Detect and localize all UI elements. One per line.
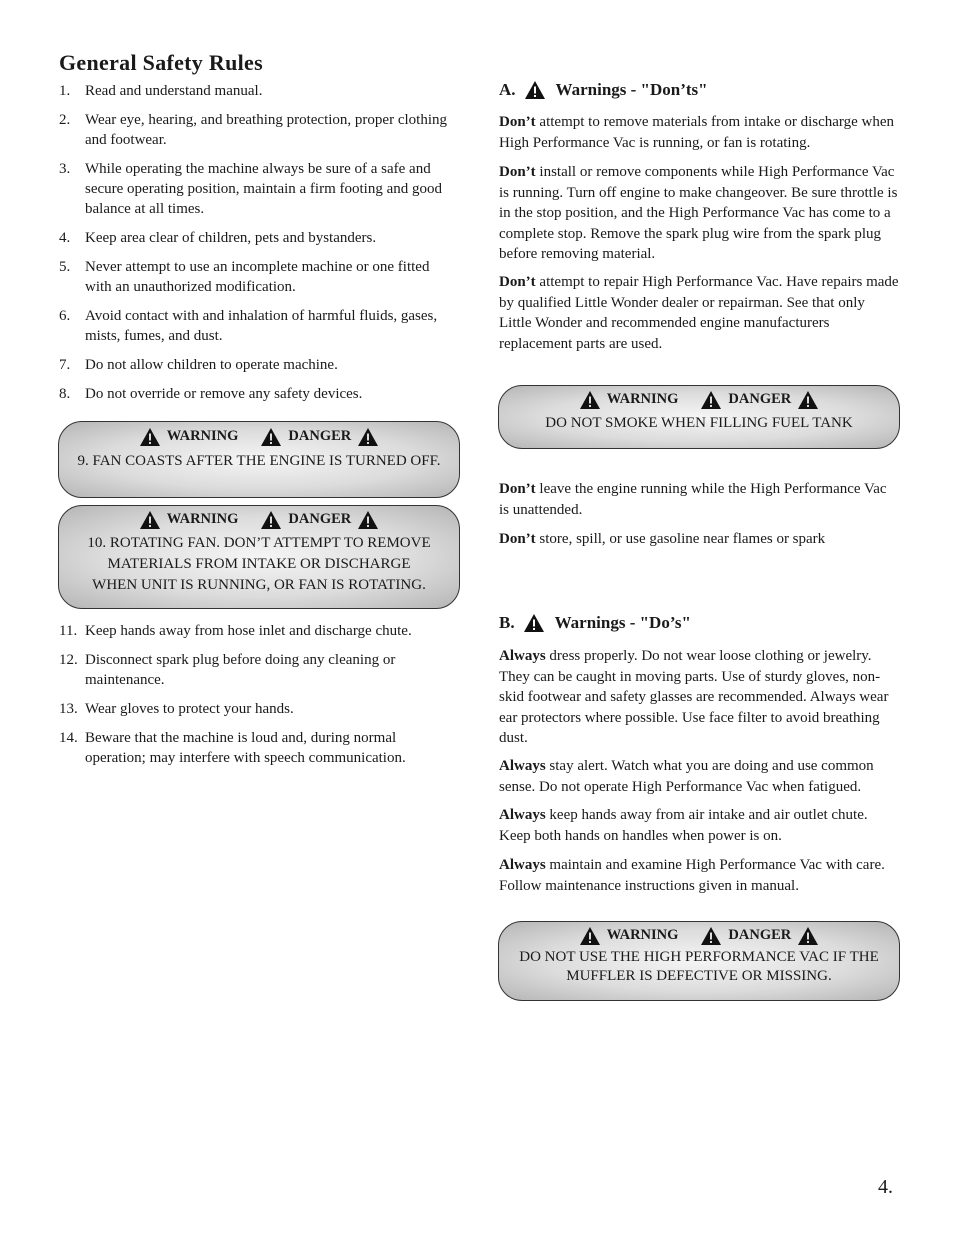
- warning-label: WARNING: [606, 391, 679, 407]
- page-number: 4.: [878, 1176, 893, 1198]
- list-item: 4. Keep area clear of children, pets and bystanders.: [59, 230, 377, 246]
- warning-text-line-1: 10. ROTATING FAN. DON’T ATTEMPT TO REMOVE: [87, 535, 431, 551]
- list-item: 8. Do not override or remove any safety devices.: [59, 386, 363, 402]
- list-item: 5. Never attempt to use an incomplete machine or one fitted with an unauthorized modification.: [59, 259, 430, 295]
- warning-triangle-icon: [579, 390, 601, 410]
- danger-label: DANGER: [288, 511, 352, 527]
- list-item: 14. Beware that the machine is loud and, during normal operation; may interfere with speech communication.: [59, 730, 406, 766]
- warning-triangle-icon: [357, 510, 379, 530]
- warning-label: WARNING: [166, 511, 239, 527]
- warning-triangle-icon: [260, 427, 282, 447]
- section-b-heading: B. Warnings - "Do’s": [499, 613, 691, 632]
- danger-label: DANGER: [728, 391, 792, 407]
- warning-triangle-icon: [357, 427, 379, 447]
- list-item: 3. While operating the machine always be sure of a safe and secure operating position, maintain a firm footing and good balance at all times.: [59, 161, 442, 217]
- safety-rules-list-2: [59, 621, 459, 777]
- warning-text-line-1: DO NOT USE THE HIGH PERFORMANCE VAC IF THE: [519, 949, 879, 965]
- dont-paragraph: Don’t leave the engine running while the High Performance Vac is unattended.: [499, 481, 887, 518]
- list-item: 6. Avoid contact with and inhalation of harmful fluids, gases, mists, fumes, and dust.: [59, 308, 438, 344]
- do-paragraph: Always dress properly. Do not wear loose clothing or jewelry. They can be caught in moving parts. Use of sturdy gloves, non-skid footwear and safety glasses are recommended. Always wear ear protectors where possible. Use face filter to avoid breathing dust.: [499, 648, 889, 746]
- list-item: 11. Keep hands away from hose inlet and discharge chute.: [59, 623, 412, 639]
- list-item: 7. Do not allow children to operate machine.: [59, 357, 338, 373]
- safety-rules-list-1: [59, 81, 459, 413]
- list-item: 12. Disconnect spark plug before doing any cleaning or maintenance.: [59, 652, 396, 688]
- warning-triangle-icon: [260, 510, 282, 530]
- list-item: 2. Wear eye, hearing, and breathing protection, proper clothing and footwear.: [59, 112, 447, 148]
- warning-box-muffler: [498, 921, 900, 1001]
- warning-text-line-2: MATERIALS FROM INTAKE OR DISCHARGE: [107, 556, 411, 572]
- warning-triangle-icon: [797, 390, 819, 410]
- warning-label: WARNING: [606, 927, 679, 943]
- dont-paragraph: Don’t attempt to repair High Performance Vac. Have repairs made by qualified Little Wonder dealer or repairman. See that only Little Wonder and recommended engine manufacturers replacement parts are used.: [499, 274, 899, 352]
- list-item: 13. Wear gloves to protect your hands.: [59, 701, 294, 717]
- warning-triangle-icon: [524, 80, 546, 100]
- section-a-heading: A. Warnings - "Don’ts": [499, 80, 708, 99]
- warning-triangle-icon: [139, 427, 161, 447]
- warning-triangle-icon: [700, 390, 722, 410]
- warning-triangle-icon: [797, 926, 819, 946]
- page-title: General Safety Rules: [59, 50, 263, 75]
- do-paragraph: Always stay alert. Watch what you are doing and use common sense. Do not operate High Performance Vac when fatigued.: [499, 758, 874, 795]
- warning-triangle-icon: [700, 926, 722, 946]
- warning-text: DO NOT SMOKE WHEN FILLING FUEL TANK: [545, 415, 853, 431]
- dont-paragraph: Don’t install or remove components while High Performance Vac is running. Turn off engine to make changeover. Be sure throttle is in the stop position, and the High Performance Vac has come to a complete stop. Remove the spark plug wire from the spark plug before removing material.: [499, 164, 898, 262]
- warning-text: 9. FAN COASTS AFTER THE ENGINE IS TURNED OFF.: [77, 453, 441, 469]
- warning-triangle-icon: [139, 510, 161, 530]
- warning-label: WARNING: [166, 428, 239, 444]
- warning-box-no-smoking: [498, 385, 900, 449]
- danger-label: DANGER: [288, 428, 352, 444]
- warning-triangle-icon: [579, 926, 601, 946]
- list-item: 1. Read and understand manual.: [59, 83, 263, 99]
- warning-box-fan-coasts: [58, 421, 460, 498]
- warning-text-line-2: MUFFLER IS DEFECTIVE OR MISSING.: [566, 968, 832, 984]
- do-paragraph: Always keep hands away from air intake and air outlet chute. Keep both hands on handles when power is on.: [499, 807, 868, 844]
- do-paragraph: Always maintain and examine High Performance Vac with care. Follow maintenance instructions given in manual.: [499, 857, 885, 894]
- dont-paragraph: Don’t attempt to remove materials from intake or discharge when High Performance Vac is running, or fan is rotating.: [499, 114, 895, 151]
- warning-text-line-3: WHEN UNIT IS RUNNING, OR FAN IS ROTATING.: [92, 577, 426, 593]
- dont-paragraph: Don’t store, spill, or use gasoline near flames or spark: [499, 531, 826, 547]
- warning-triangle-icon: [523, 613, 545, 633]
- warning-box-rotating-fan: [58, 505, 460, 609]
- danger-label: DANGER: [728, 927, 792, 943]
